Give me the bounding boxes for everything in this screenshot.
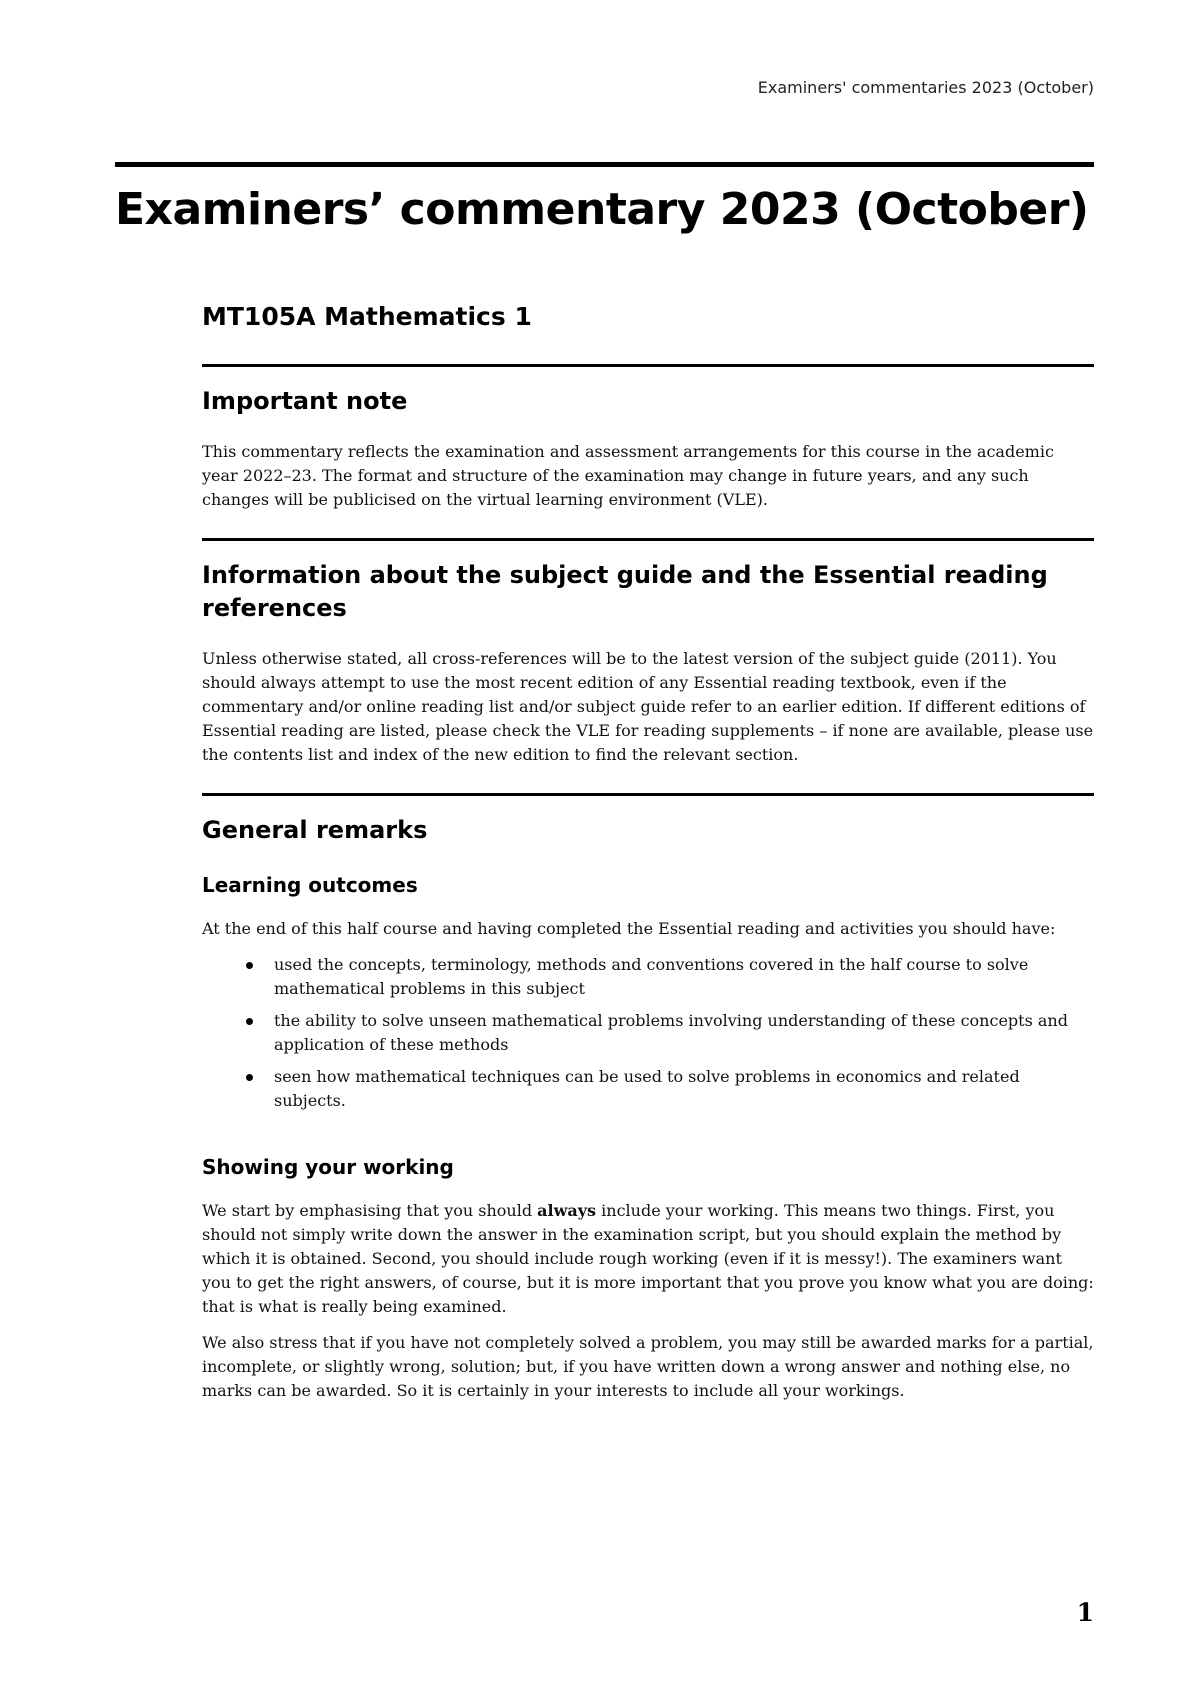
course-title: MT105A Mathematics 1 [202,302,532,331]
section-paragraph: This commentary reflects the examination and assessment arrangements for this course in the academic year 2022–23. The format and structure of the examination may change in future years, and any such changes will be publicised on the virtual learning environment (VLE). [202,442,1054,510]
list-item-text: the ability to solve unseen mathematical problems involving understanding of these concepts and application of these methods [274,1011,1068,1055]
document-body [202,364,1094,1429]
section-paragraph: Unless otherwise stated, all cross-references will be to the latest version of the subject guide (2011). You should always attempt to use the most recent edition of any Essential reading textbook, even if the commentary and/or online reading list and/or subject guide refer to an earlier edition. If different editions of Essential reading are listed, please check the VLE for reading supplements – if none are available, please use the contents list and index of the new edition to find the relevant section. [202,649,1094,765]
subsection-heading-showing-working: Showing your working [202,1155,454,1180]
bullet-icon [246,962,253,969]
list-item [274,1065,1094,1113]
bullet-icon [246,1018,253,1025]
learning-outcomes-list [202,953,1094,1113]
section-divider [202,793,1094,796]
showing-working-paragraph-2: We also stress that if you have not completely solved a problem, you may still be awarded marks for a partial, incomplete, or slightly wrong, solution; but, if you have written down a wrong answer and nothing else, no marks can be awarded. So it is certainly in your interests to include all your workings. [202,1333,1094,1401]
subsection-heading-learning-outcomes: Learning outcomes [202,873,418,898]
list-item [274,1009,1094,1057]
bullet-icon [246,1074,253,1081]
document-title: Examiners’ commentary 2023 (October) [115,184,1089,235]
list-item-text: seen how mathematical techniques can be used to solve problems in economics and related subjects. [274,1067,1020,1111]
text-span: include your working. This means two things. First, you should not simply write down the answer in the examination script, but you should explain the method by which it is obtained. Second, you should include rough working (even if it is messy!). The examiners want you to get the right answers, of course, but it is more important that you prove you know what you are doing: that is what is really being examined. [202,1201,1094,1317]
section-heading: Information about the subject guide and the Essential reading references [202,561,1048,623]
text-span: We start by emphasising that you should [202,1201,538,1221]
list-item [274,953,1094,1001]
learning-outcomes-intro: At the end of this half course and having completed the Essential reading and activities you should have: [202,919,1056,939]
page-number: 1 [1076,1598,1094,1627]
section-general-remarks [202,793,1094,1403]
list-item-text: used the concepts, terminology, methods and conventions covered in the half course to solve mathematical problems in this subject [274,955,1029,999]
section-heading: General remarks [202,816,428,845]
section-subject-guide [202,538,1094,767]
running-header: Examiners' commentaries 2023 (October) [757,78,1094,97]
emphasis-text: always [537,1201,597,1221]
section-important-note [202,364,1094,512]
section-divider [202,364,1094,367]
showing-working-paragraph-1 [202,1199,1094,1319]
section-heading: Important note [202,387,408,415]
title-rule [115,162,1094,167]
section-divider [202,538,1094,541]
